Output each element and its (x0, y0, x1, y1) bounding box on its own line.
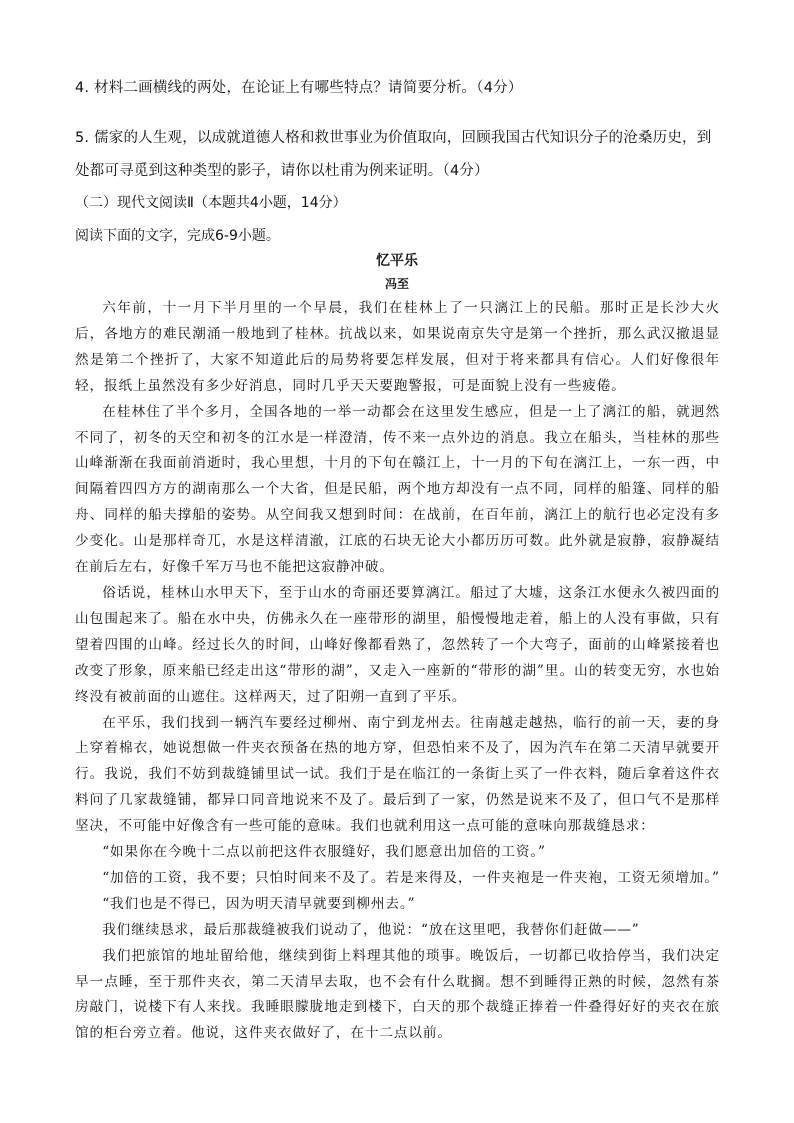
article-paragraph: 在桂林住了半个多月，全国各地的一举一动都会在这里发生感应，但是一上了漓江的船，就迥然不同了，初冬的天空和初冬的江水是一样澄清，传不来一点外边的消息。我立在船头，当桂林的那些山峰渐渐在我面前消逝时，我心里想，十月的下旬在赣江上，十一月的下旬在漓江上，一东一西，中间隔着四四方方的湖南那么一个大省，但是民船，两个地方却没有一点不同，同样的船篷、同样的船舟、同样的船夫撑船的姿势。从空间我又想到时间：在战前，在百年前，漓江上的航行也必定没有多少变化。山是那样奇兀，水是这样清澈，江底的石块无论大小都历历可数。此外就是寂静，寂静凝结在前后左右，好像千军万马也不能把这寂静冲破。 (75, 403, 720, 576)
article-body (75, 296, 720, 1047)
section-heading: （二）现代文阅读Ⅱ（本题共4小题，14分） (75, 195, 347, 211)
article-paragraph: 我们把旅馆的地址留给他，继续到街上料理其他的琐事。晚饭后，一切都已收拾停当，我们决定早一点睡，至于那件夹衣，第二天清早去取，也不会有什么耽搁。想不到睡得正熟的时候，忽然有茶房敲门，说楼下有人来找。我睡眼朦胧地走到楼下，白天的那个裁缝正捧着一件叠得好好的夹衣在旅馆的柜台旁立着。他说，这件夹衣做好了，在十二点以前。 (75, 947, 720, 1042)
article-paragraph: “我们也是不得已，因为明天清早就要到柳州去。” (102, 895, 416, 912)
article-paragraph: 俗话说，桂林山水甲天下，至于山水的奇丽还要算漓江。船过了大墟，这条江水便永久被四面的山包围起来了。船在水中央，仿佛永久在一座带形的湖里，船慢慢地走着，船上的人没有事做，只有望着四围的山峰。经过长久的时间，山峰好像都看熟了，忽然转了一个大弯子，面前的山峰紧接着也改变了形象，原来船已经走出这“带形的湖”，又走入一座新的“带形的湖”里。山的转变无穷，水也始终没有被前面的山遮住。这样两天，过了阳朔一直到了平乐。 (75, 584, 720, 705)
article-author: 冯至 (384, 277, 409, 291)
article-title: 忆平乐 (376, 253, 418, 269)
article-paragraph: “加倍的工资，我不要；只怕时间来不及了。若是来得及，一件夹袍是一件夹袍，工资无须增加。” (102, 869, 720, 886)
article-paragraph: 在平乐，我们找到一辆汽车要经过柳州、南宁到龙州去。往南越走越热，临行的前一天，妻的身上穿着棉衣，她说想做一件夹衣预备在热的地方穿，但恐怕来不及了，因为汽车在第二天清早就要开行。我说，我们不妨到裁缝铺里试一试。我们于是在临江的一条街上买了一件衣料，随后拿着这件衣料问了几家裁缝铺，都异口同音地说来不及了。最后到了一家，仍然是说来不及了，但口气不是那样坚决，不可能中好像含有一些可能的意味。我们也就利用这一点可能的意味向那裁缝恳求： (75, 714, 720, 835)
article-paragraph: 我们继续恳求，最后那裁缝被我们说动了，他说：“放在这里吧，我替你们赶做——” (102, 921, 640, 938)
question-4: 4. 材料二画横线的两处，在论证上有哪些特点？请简要分析。（4分） (75, 80, 523, 96)
section-instruction: 阅读下面的文字，完成6-9小题。 (75, 228, 280, 244)
question-5: 5. 儒家的人生观，以成就道德人格和救世事业为价值取向，回顾我国古代知识分子的沧桑历史，到处都可寻觅到这种类型的影子，请你以杜甫为例来证明。（4分） (75, 130, 712, 179)
article-paragraph: 六年前，十一月下半月里的一个早晨，我们在桂林上了一只漓江上的民船。那时正是长沙大火后，各地方的难民潮涌一般地到了桂林。抗战以来，如果说南京失守是第一个挫折，那么武汉撤退显然是第二个挫折了，大家不知道此后的局势将要怎样发展，但对于将来都具有信心。人们好像很年轻，报纸上虽然没有多少好消息，同时几乎天天要跑警报，可是面貌上没有一些疲倦。 (75, 300, 720, 394)
article-paragraph: “如果你在今晚十二点以前把这件衣服缝好，我们愿意出加倍的工资。” (102, 844, 546, 861)
